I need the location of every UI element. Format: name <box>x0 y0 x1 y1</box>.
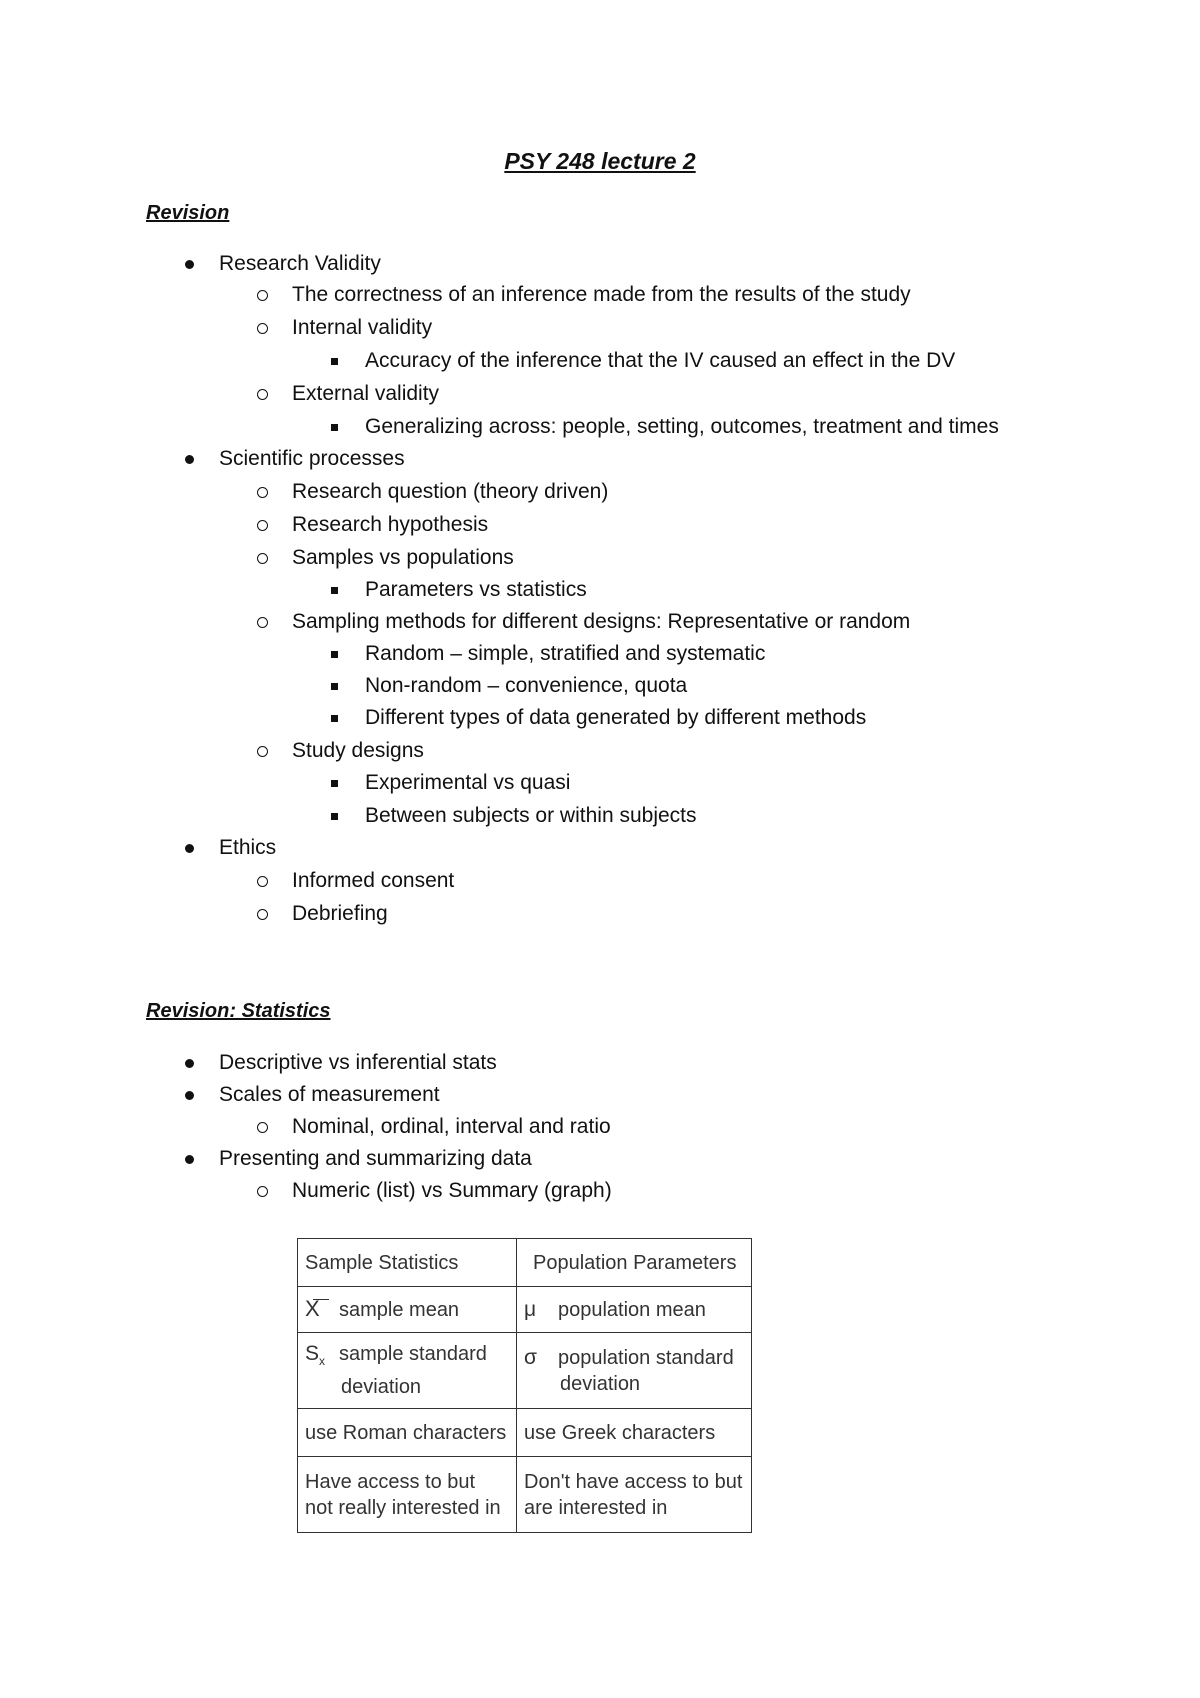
list-item-text: Experimental vs quasi <box>365 771 571 794</box>
cell-text: deviation <box>560 1372 641 1395</box>
table-cell <box>298 1333 517 1409</box>
cell-text: Don't have access to but <box>524 1470 743 1493</box>
table-row <box>298 1457 752 1533</box>
sx-symbol: $S_x$ <box>305 1341 326 1369</box>
list-item-text: Nominal, ordinal, interval and ratio <box>292 1115 611 1138</box>
table-header-cell: Population Parameters <box>517 1239 752 1287</box>
table-row <box>298 1409 752 1457</box>
statistics-table <box>297 1238 752 1533</box>
list-item-text: Research question (theory driven) <box>292 480 609 503</box>
bullet-circle-icon <box>257 1122 268 1133</box>
bullet-circle-icon <box>257 1186 268 1197</box>
bullet-circle-icon <box>257 323 268 334</box>
bullet-disc-icon <box>185 1155 194 1164</box>
list-item-text: Sampling methods for different designs: Representative or random <box>292 610 911 633</box>
sigma-symbol: σ <box>524 1345 537 1369</box>
table-cell <box>517 1333 752 1409</box>
bullet-circle-icon <box>257 290 268 301</box>
list-item-text: Samples vs populations <box>292 546 514 569</box>
list-item-text: Different types of data generated by different methods <box>365 706 867 729</box>
list-item-text: Numeric (list) vs Summary (graph) <box>292 1179 612 1202</box>
table-header-row <box>298 1239 752 1287</box>
list-item-text: Debriefing <box>292 902 388 925</box>
table-cell <box>517 1287 752 1333</box>
bullet-square-icon <box>331 780 338 787</box>
bullet-disc-icon <box>185 844 194 853</box>
list-item-text: The correctness of an inference made from the results of the study <box>292 283 911 306</box>
table-cell: use Roman characters <box>298 1409 517 1457</box>
list-item-text: Parameters vs statistics <box>365 578 587 601</box>
table-cell: use Greek characters <box>517 1409 752 1457</box>
x-bar-symbol: X <box>305 1296 339 1322</box>
cell-text: deviation <box>341 1376 422 1399</box>
bullet-square-icon <box>331 424 338 431</box>
table-cell <box>298 1457 517 1533</box>
bullet-circle-icon <box>257 909 268 920</box>
list-item-text: Accuracy of the inference that the IV caused an effect in the DV <box>365 349 956 372</box>
bullet-circle-icon <box>257 876 268 887</box>
bullet-circle-icon <box>257 520 268 531</box>
bullet-circle-icon <box>257 617 268 628</box>
bullet-square-icon <box>331 651 338 658</box>
list-item-text: External validity <box>292 382 440 405</box>
cell-text: are interested in <box>524 1496 668 1519</box>
cell-text: Have access to but <box>305 1470 476 1493</box>
bullet-square-icon <box>331 587 338 594</box>
list-item-text: Research Validity <box>219 252 381 275</box>
bullet-square-icon <box>331 358 338 365</box>
list-item-text: Scientific processes <box>219 447 405 470</box>
list-item-text: Ethics <box>219 836 277 859</box>
bullet-disc-icon <box>185 1059 194 1068</box>
bullet-circle-icon <box>257 389 268 400</box>
table-row <box>298 1287 752 1333</box>
list-item-text: Presenting and summarizing data <box>219 1147 532 1170</box>
table-row <box>298 1333 752 1409</box>
list-item-text: Research hypothesis <box>292 513 489 536</box>
section-heading-revision: Revision <box>146 202 230 224</box>
list-item-text: Informed consent <box>292 869 455 892</box>
list-item-text: Internal validity <box>292 316 433 339</box>
bullet-square-icon <box>331 683 338 690</box>
list-item-text: Study designs <box>292 739 424 762</box>
cell-text: population standard <box>558 1346 734 1369</box>
document-title: PSY 248 lecture 2 <box>504 148 696 174</box>
bullet-disc-icon <box>185 260 194 269</box>
cell-text: sample mean <box>339 1299 460 1321</box>
table-cell <box>298 1287 517 1333</box>
bullet-disc-icon <box>185 1091 194 1100</box>
list-item-text: Non-random – convenience, quota <box>365 674 688 697</box>
cell-text: sample standard <box>339 1342 487 1365</box>
bullet-square-icon <box>331 813 338 820</box>
table-cell <box>517 1457 752 1533</box>
list-item-text: Descriptive vs inferential stats <box>219 1051 497 1074</box>
bullet-circle-icon <box>257 487 268 498</box>
table-header-cell: Sample Statistics <box>298 1239 517 1287</box>
list-item-text: Scales of measurement <box>219 1083 440 1106</box>
cell-text: population mean <box>558 1298 706 1321</box>
list-item-text: Random – simple, stratified and systematic <box>365 642 766 665</box>
list-item-text: Generalizing across: people, setting, outcomes, treatment and times <box>365 415 999 438</box>
list-item-text: Between subjects or within subjects <box>365 804 697 827</box>
bullet-circle-icon <box>257 746 268 757</box>
mu-symbol: μ <box>524 1297 537 1321</box>
cell-text: not really interested in <box>305 1496 501 1519</box>
bullet-circle-icon <box>257 553 268 564</box>
bullet-square-icon <box>331 715 338 722</box>
bullet-disc-icon <box>185 455 194 464</box>
section-heading-revision-statistics: Revision: Statistics <box>146 1000 331 1022</box>
